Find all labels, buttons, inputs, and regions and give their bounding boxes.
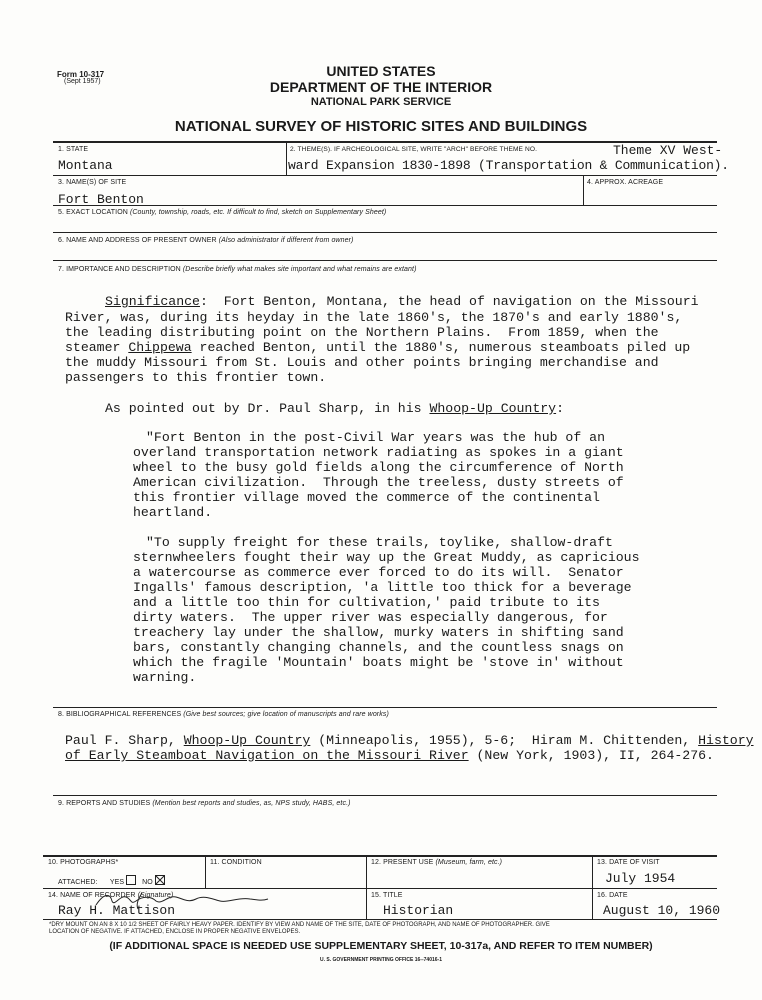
quote2-line: sternwheelers fought their way up the Great Muddy, as capricious: [133, 550, 640, 565]
themes-value-line2: ward Expansion 1830-1898 (Transportation & Communication).: [288, 158, 729, 173]
recorder-value: Ray H. Mattison: [58, 903, 176, 918]
rule-row3: [53, 205, 717, 206]
use-label: 12. PRESENT USE (Museum, farm, etc.): [371, 859, 503, 866]
importance-label: 7. IMPORTANCE AND DESCRIPTION (Describe briefly what makes site important and what remains are extant): [58, 266, 417, 273]
quote2-line: treachery lay under the shallow, murky waters in shifting sand: [133, 625, 624, 640]
quote1-line: overland transportation network radiating as spokes in a giant: [133, 445, 624, 460]
significance-line3: the leading distributing point on the Northern Plains. From 1859, when the: [65, 325, 659, 340]
themes-label: 2. THEME(S). IF ARCHEOLOGICAL SITE, WRITE "ARCH" BEFORE THEME NO.: [290, 146, 537, 153]
page-title: NATIONAL SURVEY OF HISTORIC SITES AND BUILDINGS: [174, 118, 588, 135]
visit-value: July 1954: [605, 871, 676, 886]
significance-line1: Significance: Fort Benton, Montana, the head of navigation on the Missouri: [105, 294, 699, 309]
rule-row5: [53, 260, 717, 261]
rule-grid-top: [43, 855, 717, 857]
state-value: Montana: [58, 158, 113, 173]
no-checkbox[interactable]: [155, 875, 165, 885]
header-department: DEPARTMENT OF THE INTERIOR: [269, 79, 493, 95]
quote2-line: which the fragile 'Mountain' boats might be 'stove in' without: [133, 655, 624, 670]
yes-checkbox[interactable]: [126, 875, 136, 885]
supplementary-note: (IF ADDITIONAL SPACE IS NEEDED USE SUPPLEMENTARY SHEET, 10-317a, AND REFER TO ITEM NUMBER): [109, 940, 653, 952]
date-label: 16. DATE: [597, 892, 628, 899]
form-number: Form 10-317: [57, 70, 105, 79]
rule-row2: [53, 175, 717, 176]
photos-attached: ATTACHED: YES NO: [58, 875, 171, 886]
rule-grid-col1: [205, 856, 206, 889]
location-label: 5. EXACT LOCATION (County, township, roads, etc. If difficult to find, sketch on Supplementary Sheet): [58, 209, 387, 216]
title-label: 15. TITLE: [371, 892, 403, 899]
quote1-line: this frontier village moved the commerce of the continental: [133, 490, 600, 505]
quote1-line: wheel to the busy gold fields along the circumference of North: [133, 460, 624, 475]
condition-label: 11. CONDITION: [210, 859, 262, 866]
recorder-label: 14. NAME OF RECORDER (Signature): [48, 892, 174, 899]
quote1-line: American civilization. Through the treeless, dusty streets of: [133, 475, 624, 490]
state-label: 1. STATE: [58, 146, 89, 153]
reference-line1: Paul F. Sharp, Whoop-Up Country (Minneapolis, 1955), 5-6; Hiram M. Chittenden, History: [65, 733, 754, 748]
references-label: 8. BIBLIOGRAPHICAL REFERENCES (Give best sources; give location of manuscripts and rare works): [58, 711, 389, 718]
rule-grid-bottom: [43, 919, 717, 920]
rule-row4: [53, 232, 717, 233]
quote1-line: "Fort Benton in the post-Civil War years was the hub of an: [146, 430, 605, 445]
date-value: August 10, 1960: [603, 903, 721, 918]
form-date: (Sept 1957): [64, 78, 101, 85]
reference-line2: of Early Steamboat Navigation on the Missouri River (New York, 1903), II, 264-276.: [65, 748, 714, 763]
printing-office: U. S. GOVERNMENT PRINTING OFFICE 16--74016-1: [320, 957, 442, 963]
rule-acreage-divider: [583, 175, 584, 205]
quote2-line: Ingalls' famous description, 'a little too thick for a beverage: [133, 580, 632, 595]
significance-line5: the muddy Missouri from St. Louis and other points bringing merchandise and: [65, 355, 659, 370]
footnote-line2: LOCATION OF NEGATIVE. IF ATTACHED, ENCLOSE IN PROPER NEGATIVE ENVELOPES.: [49, 929, 301, 935]
header-park-service: NATIONAL PARK SERVICE: [310, 96, 452, 108]
rule-state-divider: [286, 142, 287, 176]
quote2-line: "To supply freight for these trails, toylike, shallow-draft: [146, 535, 613, 550]
footnote-line1: *DRY MOUNT ON AN 8 X 10 1/2 SHEET OF FAIRLY HEAVY PAPER. IDENTIFY BY VIEW AND NAME OF THE SITE, DATE OF PHOTOGRAPH, AND NAME OF PHOTOGRAPHER. GIVE: [49, 922, 550, 928]
quote1-line: heartland.: [133, 505, 213, 520]
site-name-label: 3. NAME(S) OF SITE: [58, 179, 127, 186]
quote2-line: bars, constantly changing channels, and the countless snags on: [133, 640, 624, 655]
visit-label: 13. DATE OF VISIT: [597, 859, 660, 866]
themes-value-line1: Theme XV West-: [613, 143, 723, 158]
quote2-line: dirty waters. The upper river was especially dangerous, for: [133, 610, 608, 625]
quote2-line: and a little too thin for cultivation,' paid tribute to its: [133, 595, 600, 610]
rule-row7: [53, 707, 717, 708]
header-united-states: UNITED STATES: [326, 63, 436, 79]
site-name-value: Fort Benton: [58, 192, 144, 207]
significance-line6: passengers to this frontier town.: [65, 370, 327, 385]
title-value: Historian: [383, 903, 454, 918]
quote2-line: warning.: [133, 670, 197, 685]
owner-label: 6. NAME AND ADDRESS OF PRESENT OWNER (Also administrator if different from owner): [58, 237, 354, 244]
rule-row8: [53, 795, 717, 796]
sharp-intro: As pointed out by Dr. Paul Sharp, in his Whoop-Up Country:: [105, 401, 565, 416]
significance-line2: River, was, during its heyday in the late 1860's, the 1870's and early 1880's,: [65, 310, 683, 325]
reports-label: 9. REPORTS AND STUDIES (Mention best reports and studies, as, NPS study, HABS, etc.): [58, 800, 351, 807]
photos-label: 10. PHOTOGRAPHS*: [48, 859, 119, 866]
significance-line4: steamer Chippewa reached Benton, until the 1880's, numerous steamboats piled up: [65, 340, 691, 355]
acreage-label: 4. APPROX. ACREAGE: [587, 179, 664, 186]
quote2-line: a watercourse as commerce ever forced to do its will. Senator: [133, 565, 624, 580]
